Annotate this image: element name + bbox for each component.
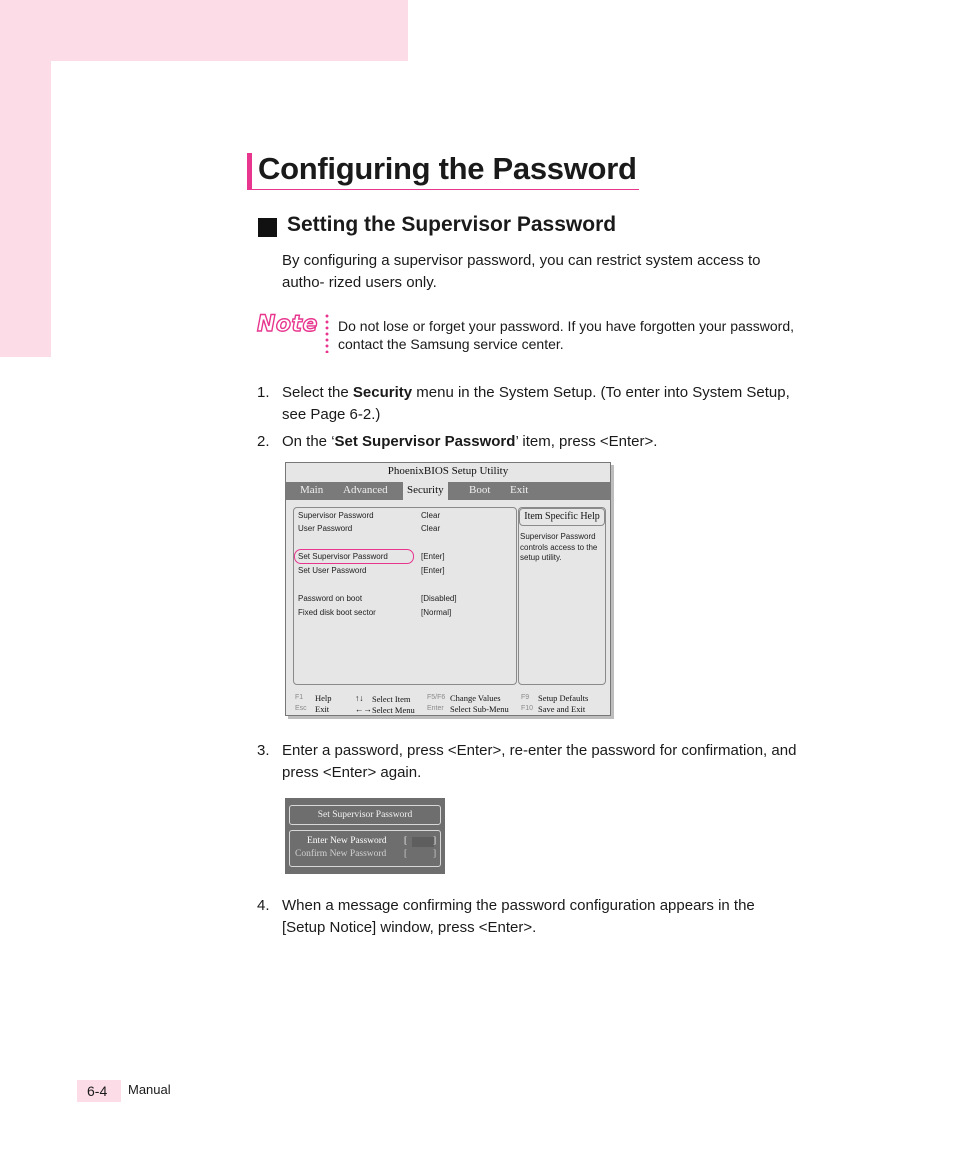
bios-row-label[interactable]: Password on boot xyxy=(298,594,363,603)
enter-password-label: Enter New Password xyxy=(307,836,387,846)
bios-menu-boot[interactable]: Boot xyxy=(469,484,491,496)
field-bracket: [ xyxy=(404,849,408,859)
bios-row-value: [Normal] xyxy=(421,608,452,617)
note-label: Note xyxy=(257,312,318,337)
section-square-icon xyxy=(258,218,277,237)
bios-row-value: [Enter] xyxy=(421,566,445,575)
bios-row-value: [Enter] xyxy=(421,552,445,561)
bios-key-action: Help xyxy=(315,693,332,703)
bios-row-value: [Disabled] xyxy=(421,594,457,603)
bios-key: F10 xyxy=(521,705,534,712)
note-text: Do not lose or forget your password. If you have forgotten your password, contact the Samsung service center. xyxy=(338,318,795,352)
bios-row-label[interactable]: Fixed disk boot sector xyxy=(298,608,376,617)
page-corner-tab xyxy=(0,0,408,61)
section-heading: Setting the Supervisor Password xyxy=(287,213,617,236)
bios-key-action: Change Values xyxy=(450,693,501,703)
bios-key: F9 xyxy=(521,694,530,701)
bios-key: Esc xyxy=(295,705,307,712)
field-bracket: ] xyxy=(433,849,437,859)
enter-password-field[interactable] xyxy=(412,836,437,847)
password-dialog-body xyxy=(289,830,441,867)
bios-menu-advanced[interactable]: Advanced xyxy=(343,484,388,496)
step-keyword: Set Supervisor Password xyxy=(334,433,516,450)
password-dialog-screenshot xyxy=(285,798,445,874)
page-title-frame xyxy=(247,153,639,190)
field-bracket: [ xyxy=(404,836,408,846)
step-number: 3. xyxy=(257,742,270,759)
bios-row-value: Clear xyxy=(421,511,441,520)
bios-key: ↑↓ xyxy=(355,693,364,703)
page-number: 6-4 xyxy=(77,1080,121,1102)
password-dialog-title: Set Supervisor Password xyxy=(289,805,441,825)
bios-key-action: Exit xyxy=(315,704,330,714)
page-side-band xyxy=(0,0,51,357)
intro-paragraph: By configuring a supervisor password, you can restrict system access to autho- rized users only. xyxy=(282,252,761,291)
step-number: 4. xyxy=(257,897,270,914)
bios-key-action: Select Sub-Menu xyxy=(450,704,509,714)
bios-help-text: Supervisor Password controls access to the setup utility. xyxy=(520,532,598,562)
bios-key-action: Save and Exit xyxy=(538,704,586,714)
bios-row-label[interactable]: Supervisor Password xyxy=(298,511,374,520)
page-title: Configuring the Password xyxy=(258,151,637,186)
bios-title: PhoenixBIOS Setup Utility xyxy=(387,465,509,477)
bios-menu-main[interactable]: Main xyxy=(300,484,324,496)
note-divider xyxy=(325,313,329,353)
bios-key: ←→ xyxy=(355,704,372,714)
step-keyword: Security xyxy=(352,384,413,401)
footer-label: Manual xyxy=(128,1082,171,1097)
field-bracket: ] xyxy=(433,836,437,846)
bios-row-label[interactable]: User Password xyxy=(298,524,353,533)
bios-help-title: Item Specific Help xyxy=(519,508,605,526)
bios-row-value: Clear xyxy=(421,524,441,533)
bios-key: Enter xyxy=(427,705,444,712)
bios-key-action: Select Item xyxy=(372,694,411,704)
bios-menu-security[interactable]: Security xyxy=(403,482,448,500)
bios-key: F5/F6 xyxy=(427,694,446,701)
bios-key: F1 xyxy=(295,694,304,701)
step-number: 1. xyxy=(257,384,270,401)
bios-setup-screenshot xyxy=(285,462,611,716)
bios-menu-exit[interactable]: Exit xyxy=(510,484,529,496)
bios-menu-bar xyxy=(286,482,610,500)
bios-row-label[interactable]: Set Supervisor Password xyxy=(298,552,388,561)
bios-key-action: Setup Defaults xyxy=(538,693,589,703)
bios-key-action: Select Menu xyxy=(372,705,415,715)
bios-row-label[interactable]: Set User Password xyxy=(298,566,367,575)
step-number: 2. xyxy=(257,433,270,450)
confirm-password-label: Confirm New Password xyxy=(295,849,387,859)
